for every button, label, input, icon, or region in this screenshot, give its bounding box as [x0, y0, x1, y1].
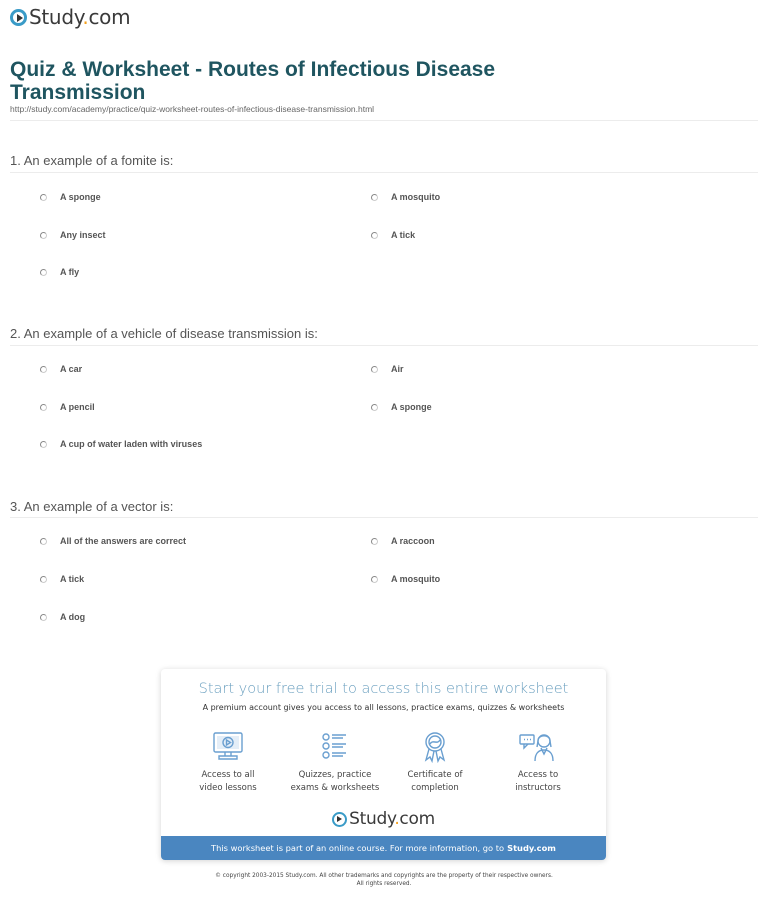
page-title: Quiz & Worksheet - Routes of Infectious Disease Transmission [10, 58, 496, 104]
q1-option-c[interactable]: Any insect [40, 230, 106, 240]
radio-button[interactable] [371, 404, 378, 411]
q2-option-d[interactable]: A sponge [371, 402, 432, 412]
radio-button[interactable] [40, 576, 47, 583]
copyright-notice: © copyright 2003-2015 Study.com. All other trademarks and copyrights are the property of their respective owners. All rights reserved. [215, 873, 553, 887]
video-monitor-icon [211, 731, 245, 763]
q3-option-d[interactable]: A mosquito [371, 574, 440, 584]
radio-button[interactable] [40, 366, 47, 373]
feature-certificate: Certificate of completion [380, 731, 490, 795]
logo-text: Study.com [29, 5, 131, 29]
radio-button[interactable] [40, 194, 47, 201]
radio-button[interactable] [40, 232, 47, 239]
promo-subtitle: A premium account gives you access to all lessons, practice exams, quizzes & worksheets [202, 703, 565, 712]
q2-option-c[interactable]: A pencil [40, 402, 95, 412]
question-1-label: 1. An example of a fomite is: [10, 153, 174, 168]
source-url[interactable]: http://study.com/academy/practice/quiz-worksheet-routes-of-infectious-disease-transmission.html [10, 104, 375, 114]
play-circle-icon [332, 812, 347, 827]
radio-button[interactable] [371, 194, 378, 201]
q1-option-a[interactable]: A sponge [40, 192, 101, 202]
free-trial-promo[interactable] [161, 669, 606, 860]
instructor-chat-icon [518, 731, 558, 763]
q3-option-b[interactable]: A raccoon [371, 536, 435, 546]
feature-instructors: Access to instructors [483, 731, 593, 795]
divider [10, 517, 758, 518]
radio-button[interactable] [40, 441, 47, 448]
q2-option-b[interactable]: Air [371, 364, 404, 374]
divider [10, 172, 758, 173]
radio-button[interactable] [371, 538, 378, 545]
q2-option-e[interactable]: A cup of water laden with viruses [40, 439, 202, 449]
study-link[interactable]: Study.com [507, 843, 556, 853]
logo-text: Study.com [349, 809, 435, 829]
q2-option-a[interactable]: A car [40, 364, 82, 374]
q1-option-e[interactable]: A fly [40, 267, 79, 277]
divider [10, 345, 758, 346]
radio-button[interactable] [40, 404, 47, 411]
q1-option-d[interactable]: A tick [371, 230, 415, 240]
promo-title[interactable]: Start your free trial to access this entire worksheet [198, 681, 569, 697]
promo-study-logo[interactable] [161, 809, 606, 829]
question-3-label: 3. An example of a vector is: [10, 499, 174, 514]
q1-option-b[interactable]: A mosquito [371, 192, 440, 202]
play-circle-icon [10, 9, 27, 26]
radio-button[interactable] [371, 576, 378, 583]
divider [10, 120, 758, 121]
radio-button[interactable] [371, 366, 378, 373]
q3-option-c[interactable]: A tick [40, 574, 84, 584]
radio-button[interactable] [40, 538, 47, 545]
feature-video-lessons: Access to all video lessons [173, 731, 283, 795]
q3-option-e[interactable]: A dog [40, 612, 85, 622]
promo-info-bar: This worksheet is part of an online course. For more information, go to Study.com [161, 836, 606, 860]
study-logo[interactable] [10, 6, 130, 28]
radio-button[interactable] [40, 269, 47, 276]
feature-quizzes: Quizzes, practice exams & worksheets [280, 731, 390, 795]
checklist-icon [318, 731, 352, 763]
certificate-ribbon-icon [418, 731, 452, 763]
question-2-label: 2. An example of a vehicle of disease transmission is: [10, 326, 318, 341]
radio-button[interactable] [371, 232, 378, 239]
q3-option-a[interactable]: All of the answers are correct [40, 536, 186, 546]
radio-button[interactable] [40, 614, 47, 621]
